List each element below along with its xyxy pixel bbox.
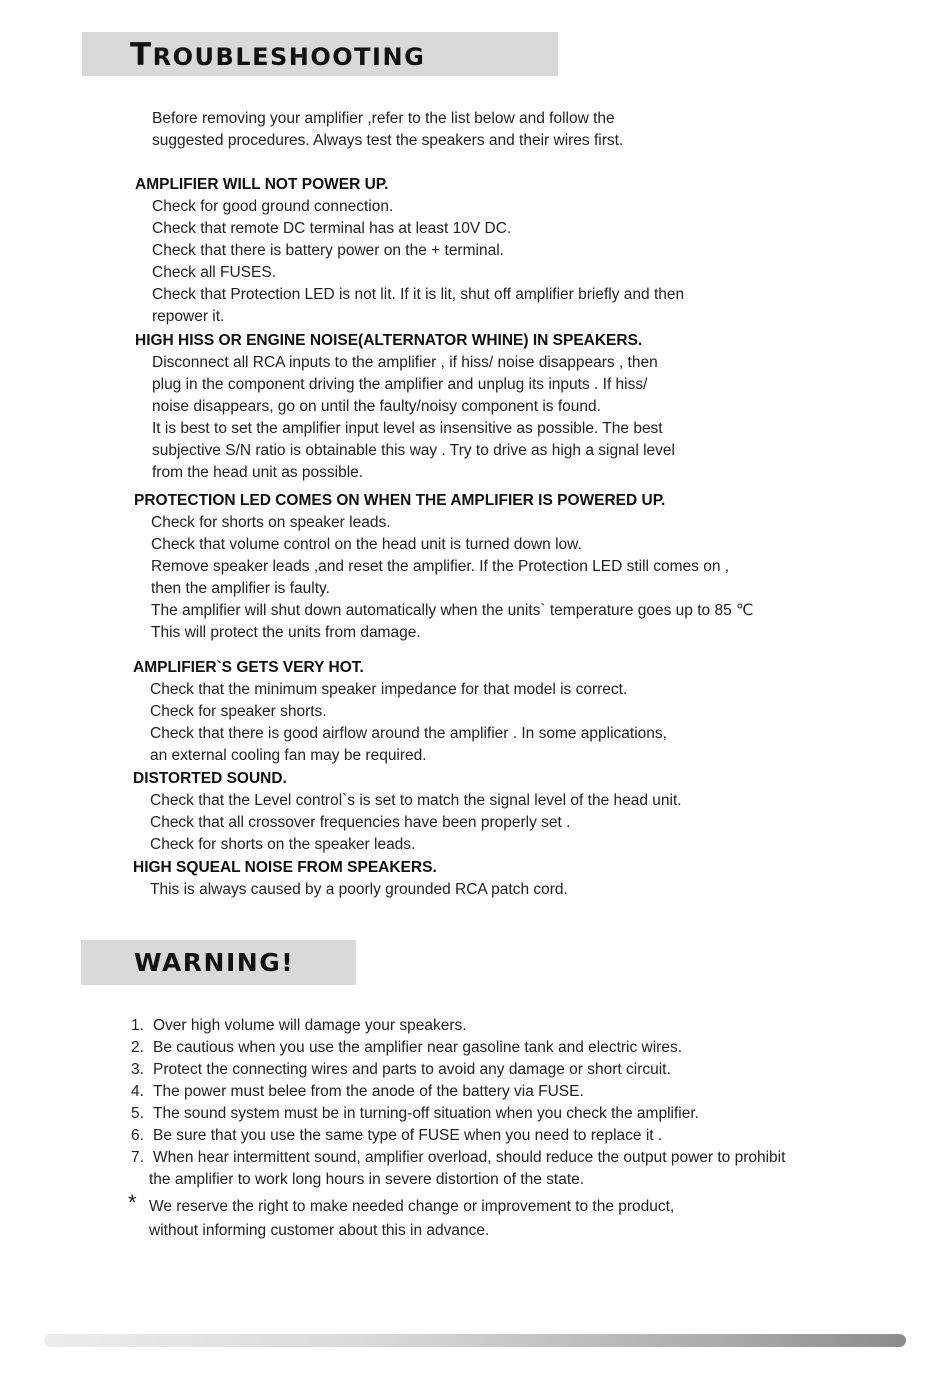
warning-list [131,1015,785,1191]
section-line: Check that there is battery power on the + terminal. [152,242,504,259]
warning-banner [81,940,356,985]
warning-item: 3. Protect the connecting wires and parts to avoid any damage or short circuit. [131,1061,671,1078]
troubleshooting-title: TROUBLESHOOTING [130,37,426,73]
section-heading: DISTORTED SOUND. [133,770,287,787]
section-heading: AMPLIFIER`S GETS VERY HOT. [133,659,364,676]
warning-item-continuation: the amplifier to work long hours in severe distortion of the state. [149,1171,585,1188]
footer-gradient-bar [44,1334,906,1347]
section-heading: PROTECTION LED COMES ON WHEN THE AMPLIFIER IS POWERED UP. [134,492,666,509]
section-line: This is always caused by a poorly grounded RCA patch cord. [150,881,568,898]
section-line: Check for speaker shorts. [150,703,327,720]
section-line: Check that there is good airflow around the amplifier . In some applications, [150,725,667,742]
section-line: then the amplifier is faulty. [151,580,330,597]
section-line: This will protect the units from damage. [151,624,421,641]
section-line: The amplifier will shut down automatically when the units` temperature goes up to 85 ℃ [151,602,754,619]
disclaimer-note [128,1190,675,1243]
section-line: Check that all crossover frequencies have been properly set . [150,814,571,831]
section-line: Remove speaker leads ,and reset the amplifier. If the Protection LED still comes on , [151,558,730,575]
section-line: Check that Protection LED is not lit. If it is lit, shut off amplifier briefly and then [152,286,685,303]
intro-paragraph [152,108,623,152]
section-line: repower it. [152,308,225,325]
section-line: Check that the minimum speaker impedance for that model is correct. [150,681,628,698]
intro-line: Before removing your amplifier ,refer to the list below and follow the [152,110,615,127]
section-line: subjective S/N ratio is obtainable this way . Try to drive as high a signal level [152,442,675,459]
section-line: Disconnect all RCA inputs to the amplifier , if hiss/ noise disappears , then [152,354,658,371]
intro-line: suggested procedures. Always test the speakers and their wires first. [152,132,624,149]
warning-title: WARNING! [134,948,295,977]
section-line: noise disappears, go on until the faulty/noisy component is found. [152,398,601,415]
section-heading: AMPLIFIER WILL NOT POWER UP. [135,176,389,193]
section-line: Check for good ground connection. [152,198,394,215]
warning-item: 2. Be cautious when you use the amplifier near gasoline tank and electric wires. [131,1039,683,1056]
warning-item: 5. The sound system must be in turning-off situation when you check the amplifier. [131,1105,699,1122]
section-high-squeal [133,857,568,901]
section-line: Check that volume control on the head unit is turned down low. [151,536,582,553]
section-line: from the head unit as possible. [152,464,364,481]
section-line: Check for shorts on the speaker leads. [150,836,416,853]
warning-item: 6. Be sure that you use the same type of FUSE when you need to replace it . [131,1127,663,1144]
asterisk-icon: * [128,1190,137,1215]
section-protection-led [134,490,753,644]
note-line: We reserve the right to make needed change or improvement to the product, [149,1198,675,1215]
section-distorted-sound [133,768,682,856]
section-no-power [135,174,684,328]
section-hiss-noise [135,330,675,484]
section-heading: HIGH HISS OR ENGINE NOISE(ALTERNATOR WHINE) IN SPEAKERS. [135,332,643,349]
warning-item: 1. Over high volume will damage your speakers. [131,1017,467,1034]
warning-item: 4. The power must belee from the anode of the battery via FUSE. [131,1083,584,1100]
section-heading: HIGH SQUEAL NOISE FROM SPEAKERS. [133,859,437,876]
section-line: Check that the Level control`s is set to match the signal level of the head unit. [150,792,682,809]
section-line: an external cooling fan may be required. [150,747,427,764]
section-very-hot [133,657,667,767]
section-line: It is best to set the amplifier input level as insensitive as possible. The best [152,420,663,437]
section-line: Check for shorts on speaker leads. [151,514,391,531]
section-line: plug in the component driving the amplifier and unplug its inputs . If hiss/ [152,376,648,393]
warning-item: 7. When hear intermittent sound, amplifier overload, should reduce the output power to prohibit the amplifier to work long hours in severe distortion of the state. [131,1147,785,1191]
section-line: Check all FUSES. [152,264,277,281]
section-line: Check that remote DC terminal has at least 10V DC. [152,220,512,237]
note-line: without informing customer about this in advance. [149,1222,490,1239]
troubleshooting-banner [82,32,558,76]
